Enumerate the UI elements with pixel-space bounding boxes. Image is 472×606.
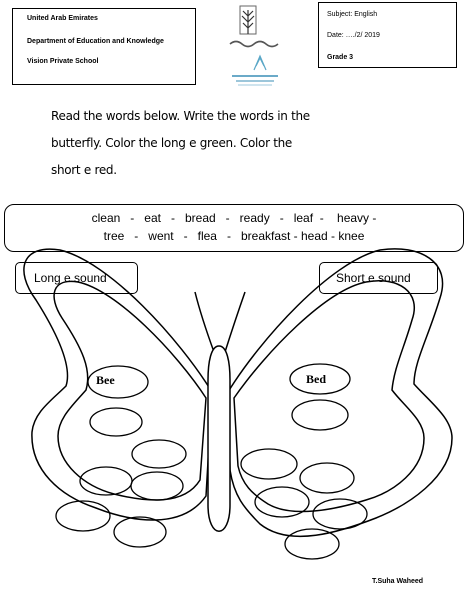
answer-oval [255, 487, 309, 517]
answer-oval [300, 463, 354, 493]
example-word-short-e: Bed [306, 372, 327, 386]
school-department: Department of Education and Knowledge [27, 38, 164, 45]
answer-oval [285, 529, 339, 559]
word-bank-line-2: tree - went - flea - breakfast - head - knee [103, 229, 365, 243]
grade-field: Grade 3 [327, 54, 354, 61]
short-e-label: Short e sound [336, 271, 411, 285]
answer-oval [90, 408, 142, 436]
date-field: Date: …./2/ 2019 [327, 32, 380, 39]
teacher-name: T.Suha Waheed [372, 578, 424, 585]
instruction-line-3: short e red. [51, 163, 117, 177]
instruction-line-1: Read the words below. Write the words in the [51, 109, 310, 123]
antenna-right [225, 292, 245, 352]
word-bank-line-1: clean - eat - bread - ready - leaf - heavy - [91, 211, 377, 225]
answer-oval [131, 472, 183, 500]
answer-oval [56, 501, 110, 531]
answer-oval [114, 517, 166, 547]
school-country: United Arab Emirates [27, 15, 98, 22]
answer-oval [292, 400, 348, 430]
long-e-label: Long e sound [34, 271, 107, 285]
right-wing-inner [234, 281, 424, 512]
school-name: Vision Private School [27, 58, 99, 65]
example-word-long-e: Bee [96, 373, 115, 387]
answer-oval [313, 499, 367, 529]
subject-field: Subject: English [327, 11, 378, 18]
antenna-left [195, 292, 214, 352]
left-wing-outer [24, 249, 212, 520]
answer-oval [132, 440, 186, 468]
instruction-line-2: butterfly. Color the long e green. Color the [51, 136, 293, 150]
left-wing-inner [54, 281, 206, 500]
answer-oval [241, 449, 297, 479]
butterfly-body [208, 346, 230, 531]
